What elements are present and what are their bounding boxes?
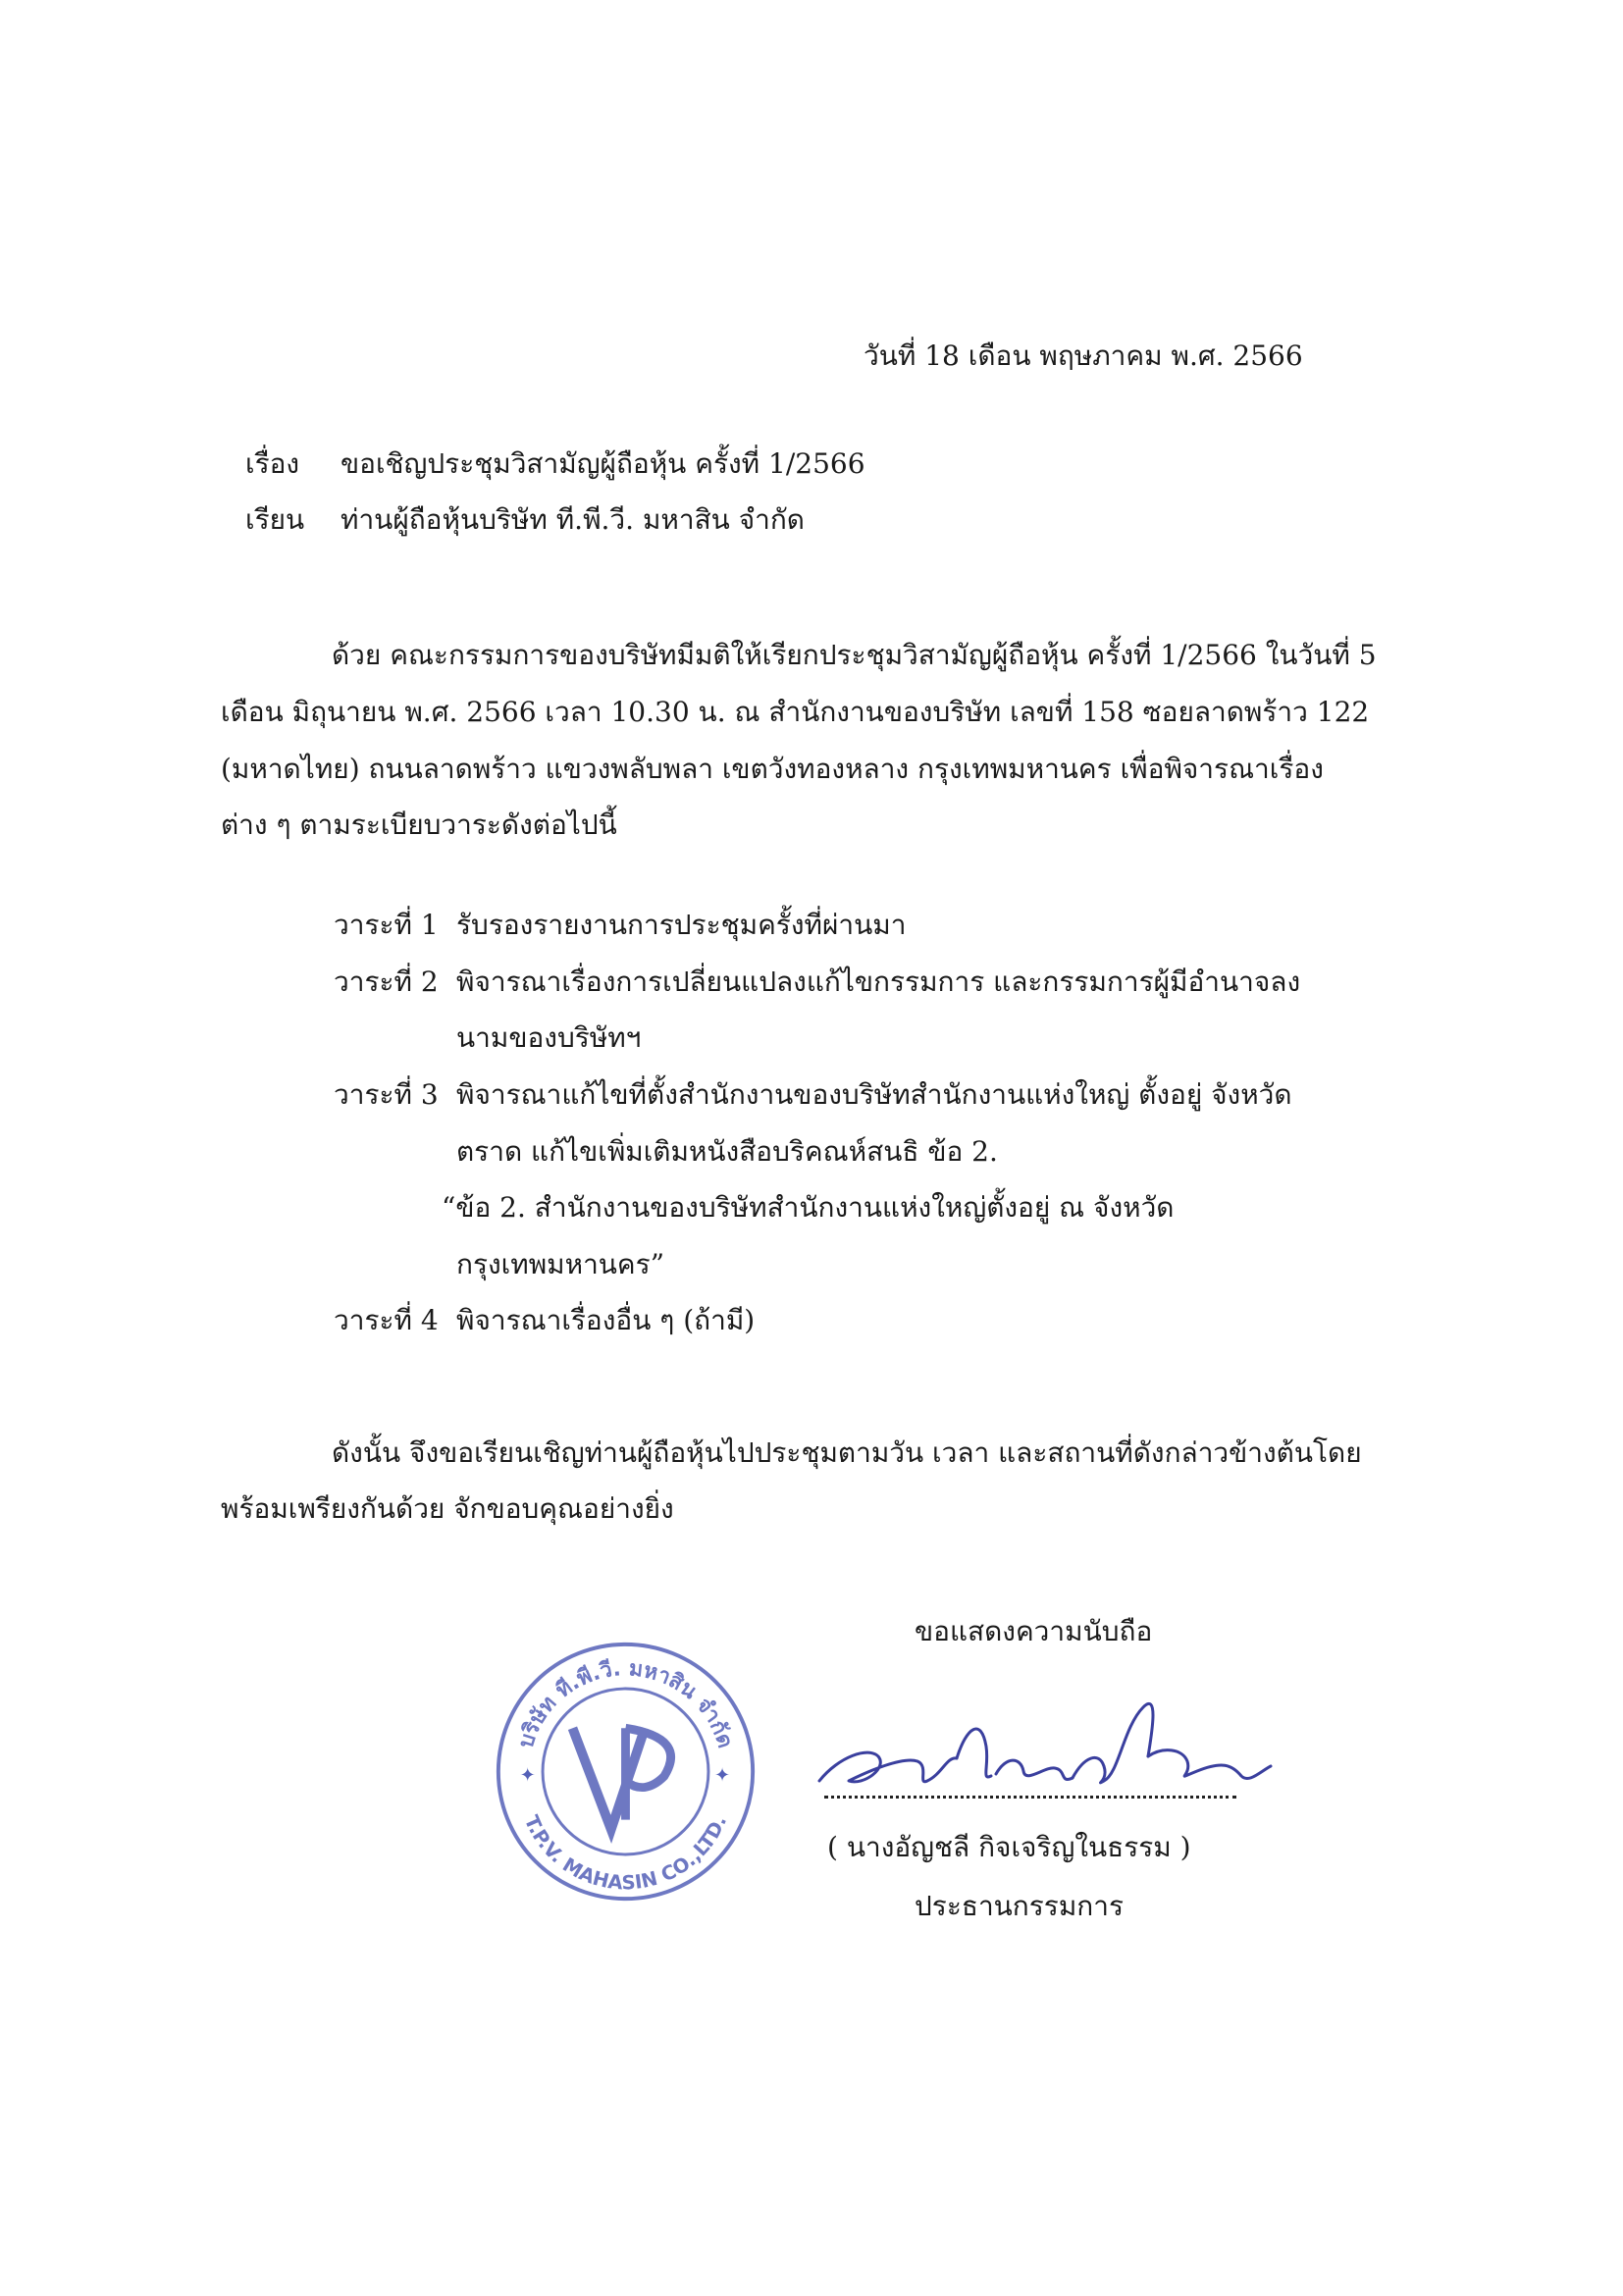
recipient-text: ท่านผู้ถือหุ้นบริษัท ที.พี.วี. มหาสิน จำกัด [340, 503, 805, 536]
date-line: วันที่ 18 เดือน พฤษภาคม พ.ศ. 2566 [864, 339, 1303, 372]
company-seal [491, 1637, 760, 1906]
agenda-text: นามของบริษัทฯ [456, 1021, 642, 1054]
svg-text:✦: ✦ [713, 1763, 731, 1787]
agenda-label: วาระที่ 2 [334, 965, 439, 998]
agenda-label: วาระที่ 3 [334, 1078, 439, 1111]
intro-line: (มหาดไทย) ถนนลาดพร้าว แขวงพลับพลา เขตวังทองหลาง กรุงเทพมหานคร เพื่อพิจารณาเรื่อง [221, 753, 1324, 785]
closing-line: ดังนั้น จึงขอเรียนเชิญท่านผู้ถือหุ้นไปประชุมตามวัน เวลา และสถานที่ดังกล่าวข้างต้นโดย [332, 1436, 1362, 1469]
agenda-label: วาระที่ 4 [334, 1304, 439, 1336]
intro-line: เดือน มิถุนายน พ.ศ. 2566 เวลา 10.30 น. ณ สำนักงานของบริษัท เลขที่ 158 ซอยลาดพร้าว 122 [221, 696, 1370, 728]
signatory-name: ( นางอัญชลี กิจเจริญในธรรม ) [827, 1831, 1191, 1863]
subject-label: เรื่อง [245, 447, 300, 480]
signature-line [824, 1796, 1236, 1802]
svg-text:บริษัท ที.พี.วี. มหาสิน จำกัด: บริษัท ที.พี.วี. มหาสิน จำกัด [513, 1656, 738, 1751]
svg-text:✦: ✦ [519, 1763, 536, 1787]
subject-text: ขอเชิญประชุมวิสามัญผู้ถือหุ้น ครั้งที่ 1/2566 [340, 447, 865, 480]
agenda-label: วาระที่ 1 [334, 909, 439, 941]
agenda-quote: “ข้อ 2. สำนักงานของบริษัทสำนักงานแห่งใหญ่ตั้งอยู่ ณ จังหวัด [442, 1191, 1175, 1224]
signatory-position: ประธานกรรมการ [915, 1890, 1125, 1922]
agenda-text: รับรองรายงานการประชุมครั้งที่ผ่านมา [456, 909, 907, 941]
svg-text:T.P.V. MAHASIN CO.,LTD.: T.P.V. MAHASIN CO.,LTD. [519, 1811, 732, 1895]
agenda-text: พิจารณาเรื่องอื่น ๆ (ถ้ามี) [456, 1304, 756, 1336]
intro-line: ต่าง ๆ ตามระเบียบวาระดังต่อไปนี้ [221, 809, 617, 841]
closing-line: พร้อมเพรียงกันด้วย จักขอบคุณอย่างยิ่ง [221, 1492, 674, 1525]
agenda-text: พิจารณาแก้ไขที่ตั้งสำนักงานของบริษัทสำนักงานแห่งใหญ่ ตั้งอยู่ จังหวัด [456, 1078, 1292, 1111]
complimentary-close: ขอแสดงความนับถือ [915, 1615, 1153, 1647]
agenda-quote: กรุงเทพมหานคร” [456, 1248, 665, 1280]
intro-line: ด้วย คณะกรรมการของบริษัทมีมติให้เรียกประชุมวิสามัญผู้ถือหุ้น ครั้งที่ 1/2566 ในวันที่ 5 [332, 639, 1377, 671]
recipient-label: เรียน [245, 503, 305, 536]
agenda-text: พิจารณาเรื่องการเปลี่ยนแปลงแก้ไขกรรมการ และกรรมการผู้มีอำนาจลง [456, 965, 1301, 998]
agenda-text: ตราด แก้ไขเพิ่มเติมหนังสือบริคณห์สนธิ ข้อ 2. [456, 1135, 998, 1168]
